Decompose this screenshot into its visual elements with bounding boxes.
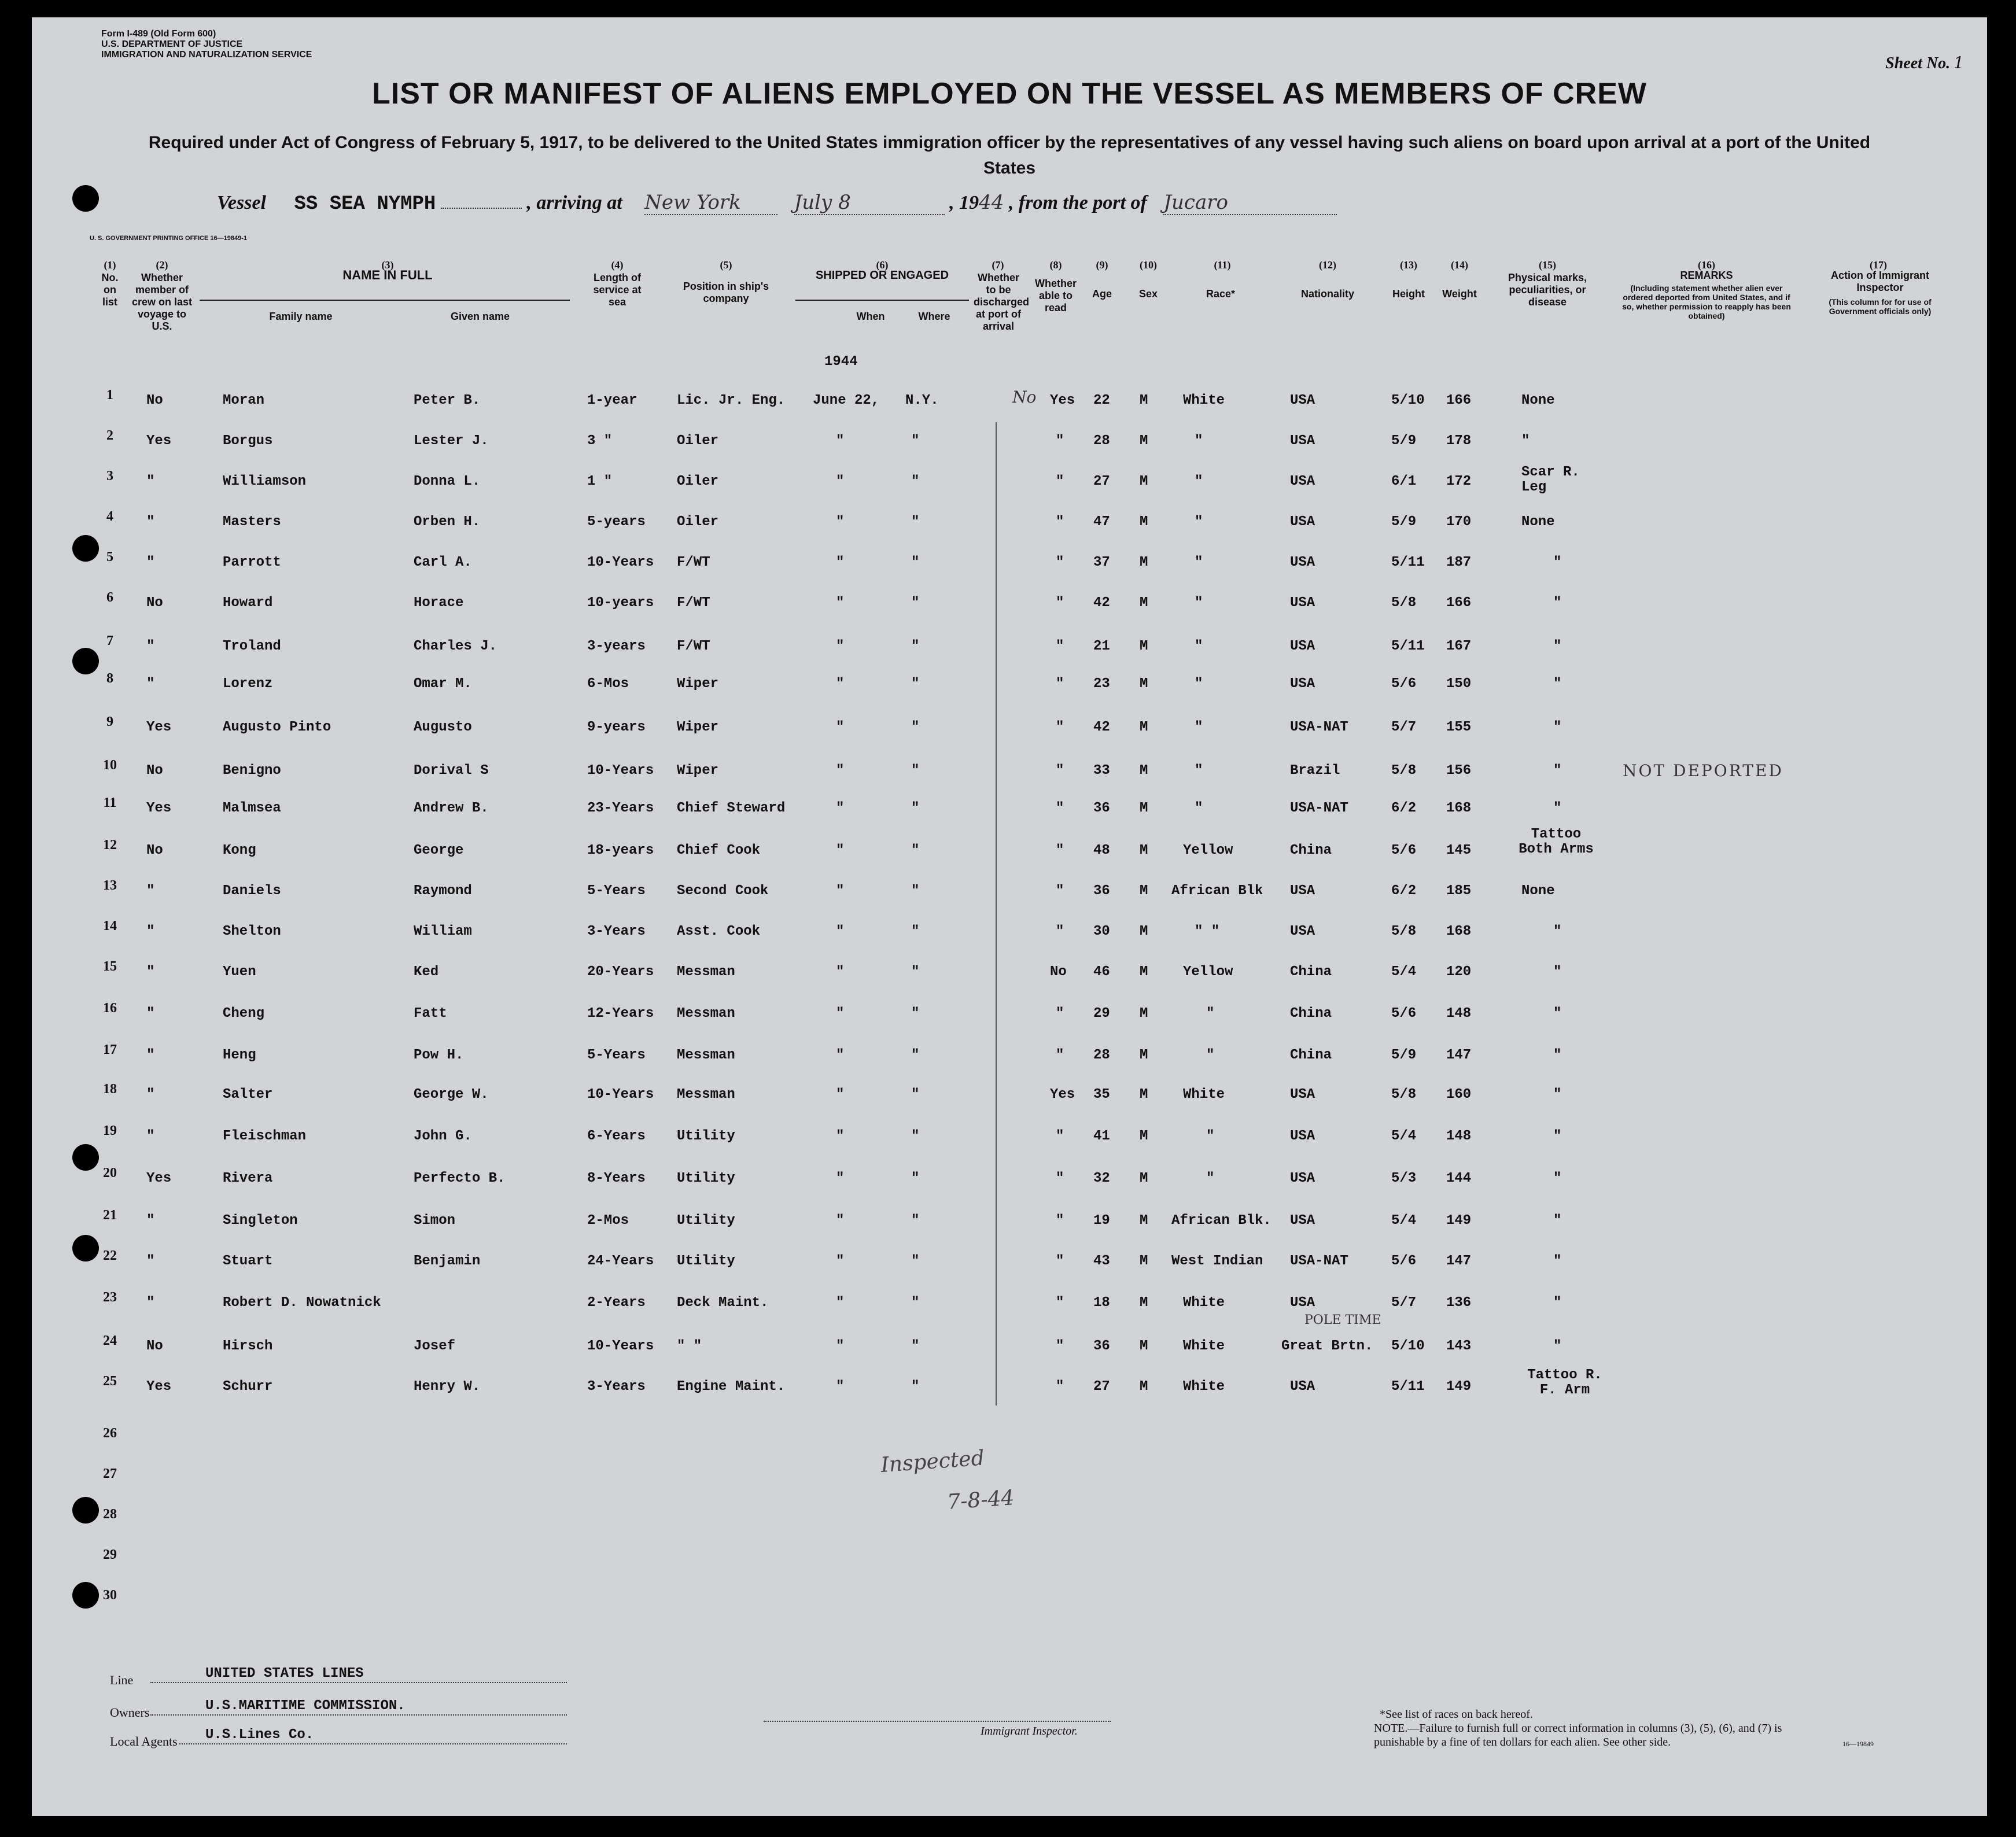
header-nationality: Nationality <box>1300 288 1354 300</box>
binder-hole <box>72 185 99 212</box>
sheet-number: Sheet No. 1 <box>1885 53 1964 72</box>
table-row: 14 " Shelton William 3-Years Asst. Cook " " " 30 M " " USA 5/8 168 " <box>103 918 1562 939</box>
header-action-note: (This column for for use of Government officials only) <box>1829 297 1932 316</box>
header-weight: Weight <box>1442 288 1477 300</box>
from-port: Jucaro <box>1163 191 1337 215</box>
table-row: 5 " Parrott Carl A. 10-Years F/WT " " " 37 M " USA 5/11 187 " <box>106 549 1562 570</box>
table-row: 27 <box>103 1466 117 1481</box>
header-physical: Physical marks, peculiarities, or disease <box>1508 272 1587 308</box>
table-row: 1 No Moran Peter B. 1-year Lic. Jr. Eng. June 22, N.Y. Yes 22 M White USA 5/10 166 None <box>106 388 1555 408</box>
table-row: 10 No Benigno Dorival S 10-Years Wiper " " " 33 M " Brazil 5/8 156 " NOT DEPORTED <box>103 758 1783 780</box>
header-action: Action of Immigrant Inspector <box>1831 270 1929 293</box>
table-row: 2 Yes Borgus Lester J. 3 " Oiler " " " 28 M " USA 5/9 178 " <box>106 428 1530 449</box>
manifest-sheet: Form I-489 (Old Form 600) U.S. DEPARTMENT OF JUSTICE IMMIGRATION AND NATURALIZATION SERVICE Sheet No. 1 LIST OR MANIFEST OF ALIENS EMPLOYED ON THE VESSEL AS MEMBERS OF CREW Required under Act of Congress of February 5, 1917, to be delivered to the United States immigration officer by the representatives of any vessel having such aliens on board upon arrival at a port of the United States Vessel SS SEA NYMPH , arriving at New York July 8 , 1944 , from the port of Jucaro U. S. GOVERNMENT PRINTING OFFICE 16—19849-1 (1) (2) (3) (4) (5) (6) (7) (8) (9) (10) (11) (12) (13) (14) (15) (16) (17) No. on list Whether member of crew on last voyage to U.S. NAME IN FULL Family name Given name Length of service at sea Position in ship's company SHIPPED OR ENGAGED When Where Whether to be discharged at port of arrival Whether able to read Age Sex Race* Nationality Height Weight Physical marks, peculiarities, or disease REMARKS (Including statement whether alien ever ordered deported from United States, and if so, whether permission to reapply has been obtained) Action of Immigrant Inspector (This column for for use of Government officials only) 1944 No 1 No Moran Peter B. 1-year Lic. Jr. Eng. June 22, N.Y. Yes 22 M White USA 5/10 166 None 2 Yes Borgus Lester J. 3 " Oiler " " " 28 M " USA 5/9 178 " 3 " Williamson Donna L. 1 " Oiler " " " 27 M " USA 6/1 172 Scar R. Leg 4 " Masters Orben H. 5-years Oiler " " " 47 M " USA 5/9 170 None 5 " Parrott Carl A. 10-Years F/WT " " " 37 M " USA 5/11 187 " 6 No Howard Horace 10-years F/WT " " " 42 M " USA 5/8 166 " 7 " Troland Charles J. 3-years F/WT " " " 21 M " USA 5/11 167 " 8 " Lorenz Omar M. 6-Mos Wiper " " " 23 M " USA 5/6 150 " 9 Yes Augusto Pinto Augusto 9-years Wiper " " " 42 M " USA-NAT 5/7 155 " 10 No Benigno Dorival S 10-Years Wiper " " " 33 M " Brazil 5/8 156 " NOT DEPORTED 11 Yes Malmsea Andrew B. 23-Years Chief Steward " " " 36 M " USA-NAT 6/2 168 " 12 No Kong George 18-years Chief Cook " " " 48 M Yellow China 5/6 145 Tattoo Both Arms 13 " Daniels Raymond 5-Years Second Cook " " " 36 M African Blk USA 6/2 185 None 14 " Shelton William 3-Years Asst. Cook " " " 30 M " " USA 5/8 168 " 15 " Yuen Ked 20-Years Messman " " No 46 M Yellow China 5/4 120 " 16 " Cheng Fatt 12-Years Messman " " " 29 M " China 5/6 148 " 17 " Heng Pow H. 5-Years Messman " " " 28 M " China 5/9 147 " 18 " Salter George W. 10-Years Messman " " Yes 35 M White USA 5/8 160 " 19 " Fleischman John G. 6-Years Utility " " " 41 M " USA 5/4 148 " 20 Yes Rivera Perfecto B. 8-Years Utility " " " 32 M " USA 5/3 144 " 21 " Singleton Simon 2-Mos Utility " " " 19 M African Blk. USA 5/4 149 " 22 " Stuart Benjamin 24-Years Utility " " " 43 M West Indian USA-NAT 5/6 147 " 23 " Robert D. Nowatnick 2-Years Deck Maint. " " " 18 M White USA 5/7 136 " POLE TIME 24 No Hirsch Josef 10-Years " " " " " 36 M White Great Brtn. 5/10 143 " 25 Yes Schurr Henry W. 3-Years Engine Maint. " " " 27 M White USA 5/11 149 Tattoo R. F. Arm 26 27 28 29 30 Inspected 7-8-44 Line UNITED STATES LINES Owners U.S.MARITIME COMMISSION. Local Agents U.S.Lines Co. Immigrant Inspector. *See list of races on back hereof. NOTE.—Failure to furnish full or correct information in columns (3), (5), (6), and (7) is punishable by a fine of ten dollars for each alien. See other side. 16—19849 <box>32 17 1987 1816</box>
year-marker: 1944 <box>824 354 858 370</box>
table-row: 6 No Howard Horace 10-years F/WT " " " 42 M " USA 5/8 166 " <box>106 590 1562 611</box>
vessel-line: Vessel SS SEA NYMPH , arriving at New York July 8 , 1944 , from the port of Jucaro <box>217 191 1337 215</box>
table-row: 24 No Hirsch Josef 10-Years " " " " " 36 M White Great Brtn. 5/10 143 " <box>103 1333 1562 1354</box>
header-name: NAME IN FULL <box>342 268 433 282</box>
table-row: 4 " Masters Orben H. 5-years Oiler " " " 47 M " USA 5/9 170 None <box>106 509 1555 530</box>
table-row: 21 " Singleton Simon 2-Mos Utility " " " 19 M African Blk. USA 5/4 149 " <box>103 1208 1562 1229</box>
header-remarks: REMARKS <box>1680 270 1733 281</box>
table-row: 15 " Yuen Ked 20-Years Messman " " No 46 M Yellow China 5/4 120 " <box>103 959 1562 980</box>
vessel-name: SS SEA NYMPH <box>294 193 436 215</box>
remarks-annotation: NOT DEPORTED <box>1623 761 1783 780</box>
header-member: Whether member of crew on last voyage to U.S. <box>131 272 193 332</box>
table-row: 20 Yes Rivera Perfecto B. 8-Years Utility " " " 32 M " USA 5/3 144 " <box>103 1165 1562 1186</box>
nationality-annotation: POLE TIME <box>1304 1313 1381 1327</box>
table-row: 11 Yes Malmsea Andrew B. 23-Years Chief Steward " " " 36 M " USA-NAT 6/2 168 " <box>103 795 1562 816</box>
table-row: 16 " Cheng Fatt 12-Years Messman " " " 29 M " China 5/6 148 " <box>103 1001 1562 1021</box>
table-row: 7 " Troland Charles J. 3-years F/WT " " " 21 M " USA 5/11 167 " <box>106 633 1562 654</box>
header-shipped: SHIPPED OR ENGAGED <box>815 269 949 282</box>
discharge-note: No <box>1012 388 1037 407</box>
table-row: 3 " Williamson Donna L. 1 " Oiler " " " 27 M " USA 6/1 172 Scar R. Leg <box>106 464 1580 495</box>
header-height: Height <box>1392 288 1425 300</box>
table-row: 13 " Daniels Raymond 5-Years Second Cook " " " 36 M African Blk USA 6/2 185 None <box>103 878 1555 899</box>
header-when: When <box>856 311 885 322</box>
header-position: Position in ship's company <box>683 281 769 304</box>
arriving-port: New York <box>644 191 777 215</box>
handwritten-inspection-note: Inspected 7-8-44 <box>880 1446 1015 1515</box>
header-length: Length of service at sea <box>593 272 642 308</box>
owners-value: U.S.MARITIME COMMISSION. <box>205 1698 406 1714</box>
header-race: Race* <box>1206 288 1236 300</box>
table-row: 8 " Lorenz Omar M. 6-Mos Wiper " " " 23 M " USA 5/6 150 " <box>106 671 1562 692</box>
header-family: Family name <box>269 311 333 322</box>
line-value: UNITED STATES LINES <box>205 1666 364 1681</box>
header-remarks-note: (Including statement whether alien ever ordered deported from United States, and if so, whether permission to reapply has been obtained) <box>1622 283 1791 320</box>
header-read: Whether able to read <box>1035 278 1077 313</box>
agents-value: U.S.Lines Co. <box>205 1727 314 1743</box>
table-row: 9 Yes Augusto Pinto Augusto 9-years Wiper " " " 42 M " USA-NAT 5/7 155 " <box>106 714 1562 735</box>
footer-notes: *See list of races on back hereof. NOTE.—Failure to furnish full or correct information in columns (3), (5), (6), and (7) is punishable by a fine of ten dollars for each alien. See other side. <box>1374 1708 1782 1749</box>
table-row: 17 " Heng Pow H. 5-Years Messman " " " 28 M " China 5/9 147 " <box>103 1042 1562 1063</box>
header-given: Given name <box>450 311 510 322</box>
header-divider <box>795 300 969 301</box>
inspector-label: Immigrant Inspector. <box>981 1725 1078 1738</box>
table-row: 25 Yes Schurr Henry W. 3-Years Engine Maint. " " " 27 M White USA 5/11 149 Tattoo R. F. Arm <box>103 1367 1602 1398</box>
arriving-date: July 8 <box>794 191 945 215</box>
subtitle: Required under Act of Congress of February 5, 1917, to be delivered to the United States immigration officer by the representatives of any vessel having such aliens on board upon arrival at a port of the United States <box>148 133 1871 178</box>
printing-office: U. S. GOVERNMENT PRINTING OFFICE 16—19849-1 <box>90 235 248 242</box>
header-no: No. on list <box>101 272 119 308</box>
table-row: 30 <box>103 1588 117 1603</box>
table-row: 18 " Salter George W. 10-Years Messman " " Yes 35 M White USA 5/8 160 " <box>103 1082 1562 1102</box>
table-row: 29 <box>103 1547 117 1562</box>
header-discharged: Whether to be discharged at port of arrival <box>974 272 1030 332</box>
table-row: 26 <box>103 1426 117 1441</box>
form-identifier: Form I-489 (Old Form 600) U.S. DEPARTMENT OF JUSTICE IMMIGRATION AND NATURALIZATION SERVICE <box>101 29 312 60</box>
table-row: 23 " Robert D. Nowatnick 2-Years Deck Maint. " " " 18 M White USA 5/7 136 " POLE TIME <box>103 1290 1562 1327</box>
page-title: LIST OR MANIFEST OF ALIENS EMPLOYED ON THE VESSEL AS MEMBERS OF CREW <box>372 77 1647 110</box>
header-where: Where <box>918 311 950 322</box>
header-divider <box>200 300 570 301</box>
header-age: Age <box>1092 288 1112 300</box>
table-row: 28 <box>103 1507 117 1522</box>
table-row: 22 " Stuart Benjamin 24-Years Utility " " " 43 M West Indian USA-NAT 5/6 147 " <box>103 1248 1562 1269</box>
table-row: 19 " Fleischman John G. 6-Years Utility " " " 41 M " USA 5/4 148 " <box>103 1123 1562 1144</box>
header-sex: Sex <box>1138 288 1158 300</box>
table-row: 12 No Kong George 18-years Chief Cook " " " 48 M Yellow China 5/6 145 Tattoo Both Arms <box>103 827 1594 858</box>
